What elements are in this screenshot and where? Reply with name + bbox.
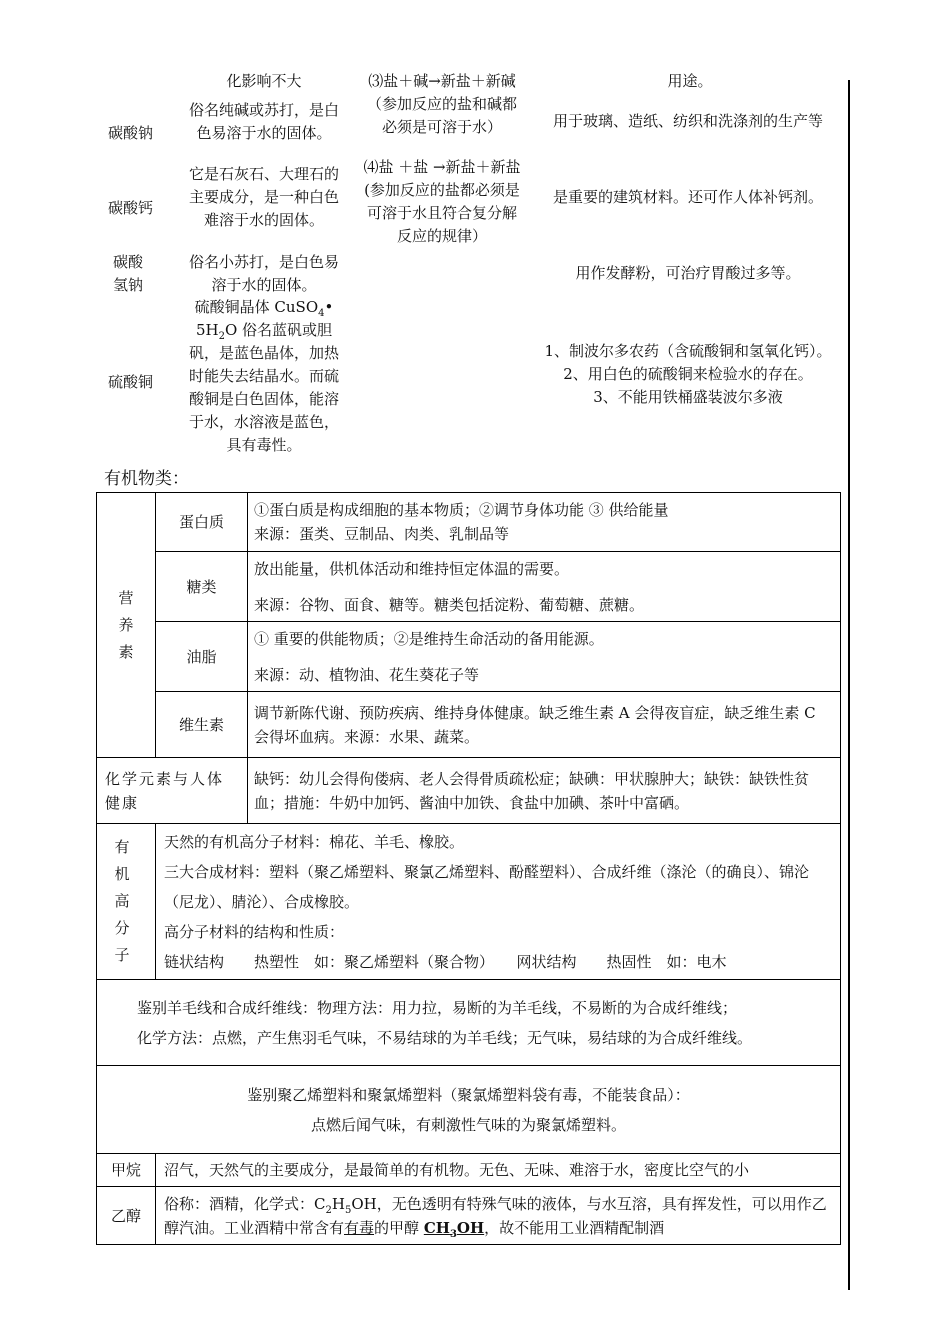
nutrient-row-protein — [97, 493, 841, 552]
property-3: ⑶盐＋碱→新盐＋新碱（参加反应的盐和碱都必须是可溶于水） — [366, 72, 517, 136]
ethanol-sub-2: 2 — [325, 1204, 332, 1216]
ethanol-p5: ，故不能用工业酒精配制酒 — [484, 1218, 665, 1237]
polymers-row — [97, 824, 841, 980]
ethanol-text — [156, 1187, 841, 1245]
identify-wool-row — [97, 980, 841, 1066]
elements-health-label: 化学元素与人体健康 — [97, 758, 248, 824]
identify-plastic-line-2: 点燃后闻气味，有刺激性气味的为聚氯烯塑料。 — [310, 1115, 626, 1134]
cuso4-sub-4: 4 — [318, 308, 325, 319]
nutrient-row-fat — [97, 622, 841, 692]
cuso4-desc-b: 5H — [195, 321, 219, 339]
methane-row — [97, 1154, 841, 1187]
nutrients-group-label: 营养素 — [97, 493, 156, 758]
ethanol-sub-5: 5 — [344, 1204, 352, 1216]
organic-table — [96, 492, 841, 1245]
nutrient-desc-fat — [248, 622, 841, 692]
ethanol-p4: 的甲醇 — [374, 1218, 424, 1237]
ethanol-name: 乙醇 — [97, 1187, 156, 1245]
ethanol-row — [97, 1187, 841, 1245]
identify-plastic-row — [97, 1066, 841, 1154]
nutrient-desc-sugar — [248, 552, 841, 622]
cuso4-desc-a: 硫酸铜晶体 CuSO — [194, 298, 319, 316]
identify-wool-line-2: 化学方法：点燃，产生焦羽毛气味，不易结球的为羊毛线；无气味，易结球的为合成纤维线。 — [137, 1028, 753, 1047]
nutrient-row-vitamin — [97, 692, 841, 758]
ethanol-p1: 俗称：酒精，化学式：C — [164, 1194, 326, 1213]
nutrient-desc-protein — [248, 493, 841, 552]
cuso4-dot: • — [324, 298, 334, 316]
methanol-formula: $CH_3OH$ — [423, 1218, 485, 1240]
nutrient-name-vitamin: 维生素 — [156, 692, 248, 758]
protein-line1: ①蛋白质是构成细胞的基本物质；②调节身体功能 ③ 供给能量 — [254, 501, 669, 519]
identify-wool-text — [97, 980, 841, 1066]
salt-name-nahco3: 碳酸氢钠 — [112, 253, 143, 294]
identify-plastic-line-1: 鉴别聚乙烯塑料和聚氯烯塑料（聚氯烯塑料袋有毒，不能装食品）： — [247, 1085, 690, 1104]
elements-health-row — [97, 758, 841, 824]
salt-desc-caco3: 它是石灰石、大理石的主要成分，是一种白色难溶于水的固体。 — [188, 165, 339, 229]
fat-line1: ① 重要的供能物质；②是维持生命活动的备用能源。 — [254, 629, 604, 648]
salt-use-cuso4 — [536, 340, 840, 409]
identify-wool-line-1: 鉴别羊毛线和合成纤维线：物理方法：用力拉，易断的为羊毛线，不易断的为合成纤维线； — [137, 998, 738, 1017]
property-4: ⑷盐 ＋盐 →新盐＋新盐 (参加反应的盐都必须是可溶于水且符合复分解反应的规律） — [363, 158, 521, 245]
polymers-line-4: 链状结构 热塑性 如：聚乙烯塑料（聚合物） 网状结构 热固性 如：电木 — [164, 952, 727, 971]
protein-line2: 来源：蛋类、豆制品、肉类、乳制品等 — [254, 525, 510, 543]
cuso4-use-1: 1、制波尔多农药（含硫酸铜和氢氧化钙）。 — [544, 342, 832, 360]
polymers-line-3: 高分子材料的结构和性质： — [164, 922, 345, 941]
salt-desc-na2co3: 俗名纯碱或苏打，是白色易溶于水的固体。 — [188, 101, 339, 142]
identify-plastic-text — [97, 1066, 841, 1154]
salt-use-nahco3: 用作发酵粉，可治疗胃酸过多等。 — [575, 264, 801, 282]
organic-heading: 有机物类： — [104, 469, 189, 489]
fat-line2: 来源：动、植物油、花生葵花子等 — [254, 665, 480, 684]
polymers-line-1: 天然的有机高分子材料：棉花、羊毛、橡胶。 — [164, 832, 465, 851]
elements-health-text: 缺钙：幼儿会得佝偻病、老人会得骨质疏松症；缺碘：甲状腺肿大；缺铁：缺铁性贫血；措施：牛奶中加钙、酱油中加铁、食盐中加碘、茶叶中富硒。 — [248, 758, 841, 824]
sugar-line2: 来源：谷物、面食、糖等。糖类包括淀粉、葡萄糖、蔗糖。 — [254, 595, 645, 614]
methane-text: 沼气，天然气的主要成分，是最简单的有机物。无色、无味、难溶于水，密度比空气的小 — [156, 1154, 841, 1187]
cuso4-use-2: 2、用白色的硫酸铜来检验水的存在。 — [563, 365, 813, 383]
salt-name-na2co3: 碳酸钠 — [108, 124, 154, 142]
salt-desc-cuso4 — [182, 296, 346, 457]
salt-use-na2co3: 用于玻璃、造纸、纺织和洗涤剂的生产等 — [552, 112, 823, 130]
nutrient-row-sugar — [97, 552, 841, 622]
cuso4-use-3: 3、不能用铁桶盛装波尔多液 — [593, 388, 783, 406]
polymers-line-2: 三大合成材料：塑料（聚乙烯塑料、聚氯乙烯塑料、酚醛塑料）、合成纤维（涤沦（的确良）、锦沦（尼龙）、腈沦）、合成橡胶。 — [164, 862, 810, 911]
sugar-line1: 放出能量，供机体活动和维持恒定体温的需要。 — [254, 559, 570, 578]
salt-use-caco3: 是重要的建筑材料。还可作人体补钙剂。 — [552, 188, 823, 206]
ethanol-p3: OH，无色透明有特殊气味的液体，与水互溶，具有挥发性，可以用作乙醇汽油。工业酒精中常含有 — [164, 1194, 827, 1237]
salt-name-cuso4: 硫酸铜 — [108, 373, 154, 391]
row0-desc: 化影响不大 — [226, 72, 302, 90]
nutrient-name-protein: 蛋白质 — [156, 493, 248, 552]
polymers-label: 有机高分子 — [97, 824, 156, 980]
margin-rule — [848, 80, 850, 1290]
salt-name-caco3: 碳酸钙 — [108, 199, 154, 217]
cuso4-sub-2: 2 — [218, 331, 225, 342]
row0-use: 用途。 — [667, 72, 713, 90]
nutrient-desc-vitamin: 调节新陈代谢、预防疾病、维持身体健康。缺乏维生素 A 会得夜盲症，缺乏维生素 C 会得坏血病。来源：水果、蔬菜。 — [248, 692, 841, 758]
polymers-text — [156, 824, 841, 980]
cuso4-desc-b-tail: O 俗名蓝矾或胆矾，是蓝色晶体，加热时能失去结晶水。而硫酸铜是白色固体，能溶于水，水溶液是蓝色，具有毒性。 — [188, 321, 339, 454]
nutrient-name-fat: 油脂 — [156, 622, 248, 692]
nutrient-name-sugar: 糖类 — [156, 552, 248, 622]
ethanol-p2: H — [331, 1194, 345, 1213]
salt-desc-nahco3: 俗名小苏打，是白色易溶于水的固体。 — [188, 253, 339, 294]
methane-name: 甲烷 — [97, 1154, 156, 1187]
ethanol-toxic: 有毒 — [344, 1218, 375, 1237]
